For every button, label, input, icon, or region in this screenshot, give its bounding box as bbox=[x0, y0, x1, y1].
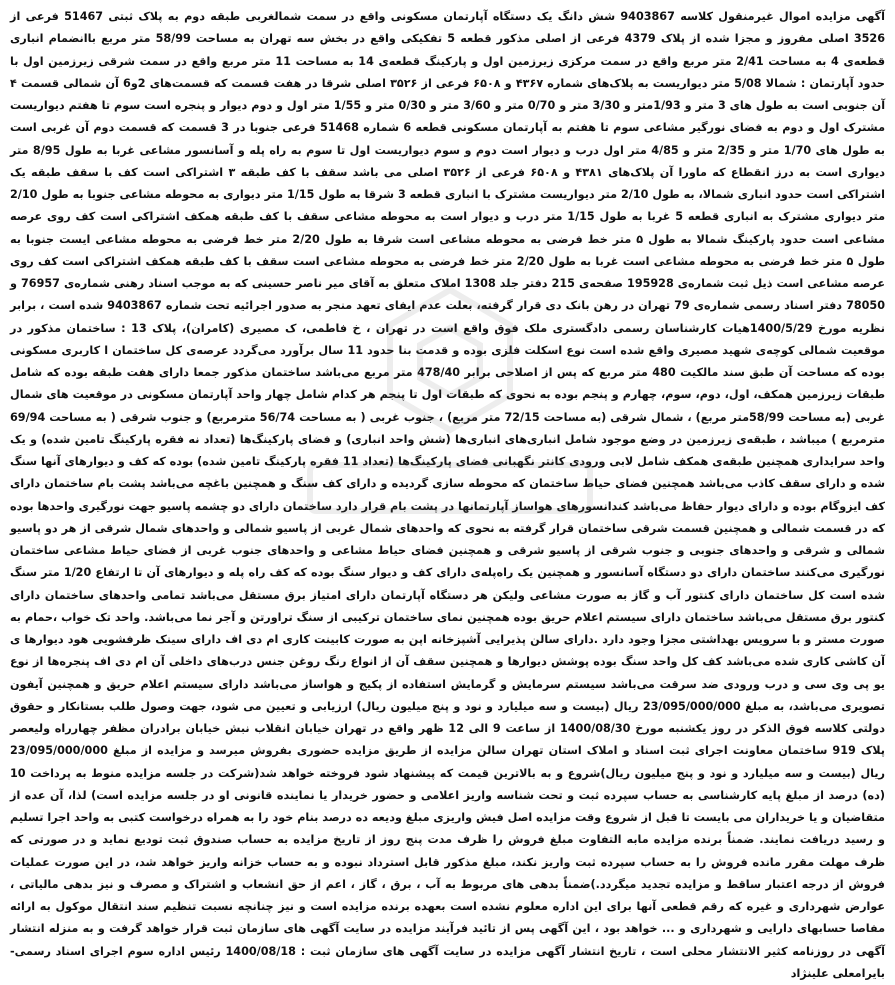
notice-body-text: آگهی مزایده اموال غیرمنقول کلاسه 9403867 شش دانگ یک دستگاه آپارتمان مسکونی واقع در سمت شمالغربی طبقه دوم به پلاک ثبتی 51467 فرعی از 3526 اصلی مفروز و مجزا شده از پلاک 4379 فرعی از اصلی مذکور قطعه 5 تفکیکی واقع در بخش سه تهران به مساحت 58/99 متر مربع باانضمام انباری قطعه‌ی 4 به مساحت 2/41 متر مربع واقع در سمت مرکزی زیرزمین اول و پارکینگ قطعه‌ی 14 به مساحت 11 متر مربع واقع در سمت شرقی زیرزمین اول با حدود آپارتمان : شمالا 5/08 متر دیواریست به پلاک‌های شماره ۴۳۶۷ و ۶۵۰۸ فرعی از ۳۵۲۶ اصلی شرقا در هفت قسمت که قسمت‌های 2و6 آن شمالی قسمت ۴ آن جنوبی است به طول های 3 متر و 1/93متر و 3/30 متر و 0/70 متر و 3/60 متر و 0/30 متر و 1/55 متر اول و دوم دیوار و پنجره است سوم تا هفتم دیواریست مشترک اول و دوم به فضای نورگیر مشاعی سوم تا هفتم به آپارتمان مسکونی قطعه 6 شماره 51468 فرعی جنوبا در 3 قسمت که قسمت دوم آن غربی است به طول های 1/70 متر و 2/35 متر و 4/85 متر اول درب و دیوار است دوم و سوم دیواریست اول تا سوم به راه پله و آسانسور مشاعی غربا به طول 8/95 متر دیواری است به درز انقطاع که ماورا آن پلاک‌های ۴۳۸۱ و ۶۵۰۸ فرعی از ۳۵۲۶ اصلی می باشد سقف با کف طبقه ۳ اشتراکی است کف با سقف طبقه یک اشتراکی است حدود انباری شمالا، به طول 2/10 متر دیواریست مشترک با انباری قطعه 3 شرقا به طول 1/15 متر دیواری به محوطه مشاعی جنوبا به طول 2/10 متر دیواری مشترک به انباری قطعه 5 غربا به طول 1/15 متر درب و دیوار است به محوطه مشاعی سقف با کف طبقه همکف اشتراکی است کف روی عرصه مشاعی است حدود پارکینگ شمالا به طول ۵ متر خط فرضی به محوطه مشاعی است شرقا به طول 2/20 متر خط فرضی به محوطه مشاعی ایست جنوبا به طول ۵ متر خط فرضی به محوطه مشاعی است غربا به طول 2/20 متر خط فرضی به محوطه مشاعی است سقف با کف طبقه همکف اشتراکی است کف روی عرصه مشاعی است ذیل ثبت شماره‌ی 195928 صفحه‌ی 215 دفتر جلد 1308 املاک متعلق به آقای میر ناصر حسینی که به موجب اسناد رهنی شماره‌ی 76957 و 78050 دفتر اسناد رسمی شماره‌ی 79 تهران در رهن بانک دی قرار گرفته، بعلت عدم ایفای تعهد منجر به صدور اجرائیه تحت شماره 9403867 شده است ، برابر نظریه مورخ 1400/5/29هیات کارشناسان رسمی دادگستری ملک فوق واقع است در تهران ، خ فاطمی، ک مصیری (کامران)، پلاک 13 : ساختمان مذکور در موقعیت شمالی کوچه‌ی شهید مصیری واقع شده است نوع اسکلت فلزی بوده و قدمت بنا حدود 11 سال برآورد می‌گردد عرصه‌ی کل ساختمان ا کاربری مسکونی بوده که مساحت آن طبق سند مالکیت 480 متر مربع که پس از اصلاحی برابر 478/40 متر مربع می‌باشد ساختمان مذکور جمعا دارای هفت طبقه بوده که شامل طبقات زیرزمین همکف، اول، دوم، سوم، چهارم و پنجم بوده به نحوی که طبقات اول تا پنجم هر کدام شامل چهار واحد آپارتمان مسکونی در موقعیت های شمال غربی (به مساحت 58/99متر مربع) ، شمال شرقی (به مساحت 72/15 متر مربع) ، جنوب غربی ( به مساحت 56/74 مترمربع) و جنوب شرقی ( به مساحت 69/94 مترمربع ) میباشد ، طبقه‌ی زیرزمین در وضع موجود شامل انباری‌های انباری‌ها (شش واحد انباری) و فضای پارکینگ‌ها (تعداد نه فقره پارکینگ تامین شده) و یک واحد سرایداری همچنین طبقه‌ی همکف شامل لابی ورودی کانتر نگهبانی فضای پارکینگ‌ها (تعداد 11 فقره پارکینگ تامین شده) بوده که کف و دیوارهای آنها سنگ شده و دارای سقف کاذب می‌باشد همچنین فضای حیاط ساختمان که محوطه سازی گردیده و دارای کف سنگ و همچنین باغچه می‌باشد پشت بام ساختمان دارای کف ایزوگام بوده و دارای دیوار حفاظ می‌باشد کندانسورهای هواساز آپارتمانها در پشت بام قرار دارد ساختمان دارای دو چشمه پاسیو جهت نورگیری واحدها بوده که در قسمت شمالی و همچنین قسمت شرقی ساختمان قرار گرفته به نحوی که واحدهای شمال غربی از پاسیو شمالی و واحدهای شمال شرقی از هر دو پاسیو شمالی و شرقی و واحدهای جنوبی و جنوب شرقی از پاسیو شرقی و همچنین فضای حیاط مشاعی و واحدهای جنوب غربی از فضای حیاط مشاعی ساختمان نورگیری می‌کنند ساختمان دارای دو دستگاه آسانسور و همچنین یک راه‌پله‌ی دارای کف و دیوار سنگ بوده که کف راه پله و دیوارهای آن تا ارتفاع 1/20 متر سنگ شده است کل ساختمان دارای کنتور آب و گاز به صورت مشاعی ولیکن هر دستگاه آپارتمان دارای امتیاز برق مستقل می‌باشد تمامی واحدهای ساختمان دارای کنتور برق مستقل می‌باشد ساختمان دارای سیستم اعلام حریق بوده همچنین نمای ساختمان ترکیبی از سنگ تراورتن و آجر نما می‌باشد. واحد تک خواب ،حمام به صورت مستر و با سرویس بهداشتی مجزا وجود دارد .دارای سالن پذیرایی آشپزخانه اپن به صورت کابینت کاری ام دی اف دارای سینک ظرفشویی هود دیوارها ی آن کاشی کاری شده می‌باشد کف کل واحد سنگ بوده پوشش دیوارها و همچنین سقف آن از انواع رنگ روغن جنس درب‌های داخلی آن ام دی اف پنجره‌ها از نوع یو پی وی سی و درب ورودی ضد سرقت می‌باشد سیستم سرمایش و گرمایش استفاده از پکیج و هواساز می‌باشد دارای سیستم اعلام حریق و همچنین آیفون تصویری می‌باشد، به مبلغ 23/095/000/000 ریال (بیست و سه میلیارد و نود و پنج میلیون ریال) ارزیابی و تعیین می شود، جهت وصول طلب بستانکار و حقوق دولتی کلاسه فوق الذکر در روز یکشنبه مورخ 1400/08/30 از ساعت 9 الی 12 ظهر واقع در تهران خیابان انقلاب نبش خیابان برادران مظفر چهارراه ولیعصر پلاک 919 ساختمان معاونت اجرای ثبت اسناد و املاک استان تهران سالن مزایده از طریق مزایده حضوری بفروش میرسد و مزایده از مبلغ 23/095/000/000 ریال (بیست و سه میلیارد و نود و پنج میلیون ریال)شروع و به بالاترین قیمت که پیشنهاد شود فروخته خواهد شد(شرکت در جلسه مزایده منوط به پرداخت 10 (ده) درصد از مبلغ پایه کارشناسی به حساب سپرده ثبت و تحت شناسه واریز اعلامی و حضور خریدار یا نماینده قانونی او در جلسه مزایده است) لذا، آن عده از متقاضیان و یا خریداران می بایست تا قبل از شروع وقت مزایده اصل فیش واریزی مبلغ ودیعه ده درصد بنام خود را به همراه درخواست کتبی به واحد اجرا تسلیم و رسید دریافت نمایند. ضمناً برنده مزایده مابه التفاوت مبلغ فروش را ظرف مدت پنج روز از تاریخ مزایده به حساب صندوق ثبت تودیع نماید و در صورتی که ظرف مهلت مقرر مانده فروش را به حساب سپرده ثبت واریز نکند، مبلغ مذکور قابل استرداد نبوده و به حساب خزانه واریز خواهد شد، در این صورت عملیات فروش از درجه اعتبار ساقط و مزایده تجدید میگردد.)ضمناً بدهی های مربوط به آب ، برق ، گاز ، اعم از حق انشعاب و اشتراک و مصرف و نیز بدهی مالیاتی ، عوارض شهرداری و غیره که رقم قطعی آنها برای این اداره معلوم نشده است بعهده برنده مزایده است و نیز چنانچه نسبت تنظیم سند انتقال موکول به ارائه مفاصا حسابهای دارایی و شهرداری و ... خواهد بود ، این آگهی پس از تائید فرآیند مزایده در سایت آگهی های سازمان ثبت قرار خواهد گرفت و به منزله انتشار آگهی در روزنامه کثیر الانتشار محلی است ، تاریخ انتشار آگهی مزایده در سایت آگهی های سازمان ثبت : 1400/08/18 رئیس اداره سوم اجرای اسناد رسمی- بایرامعلی علینژاد bbox=[10, 10, 886, 980]
